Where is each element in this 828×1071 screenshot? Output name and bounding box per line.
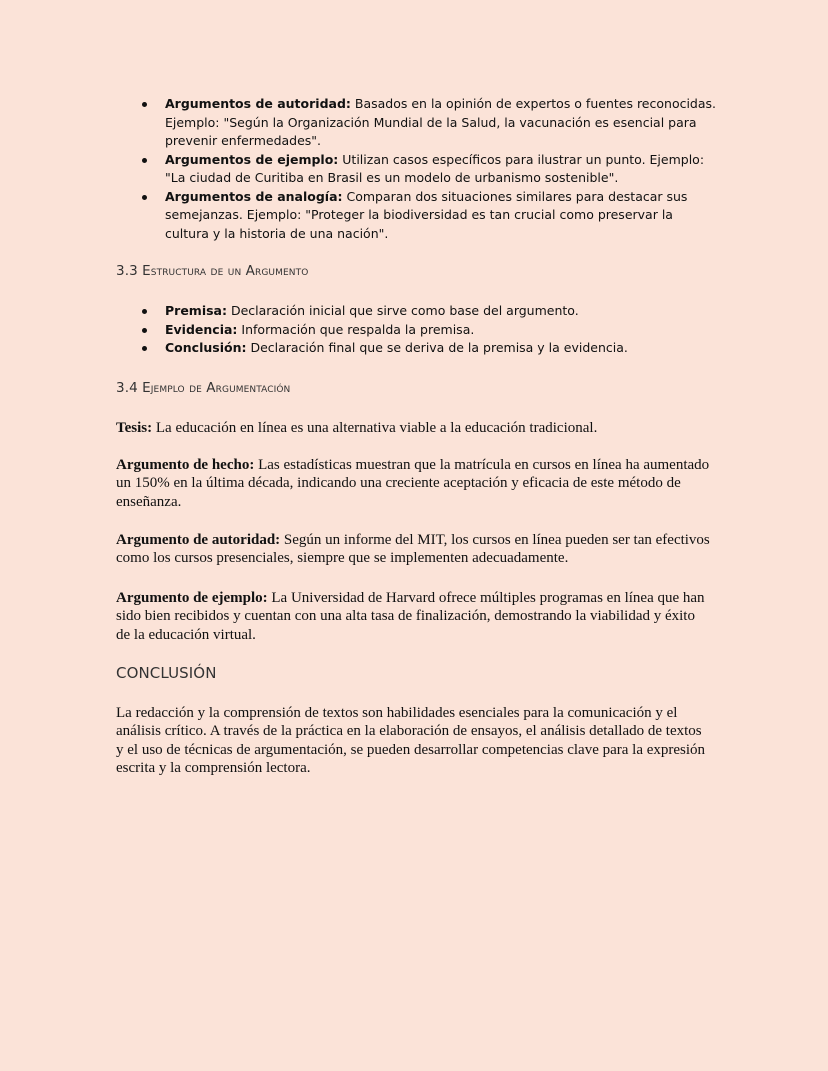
list-item	[116, 95, 716, 151]
bullet-icon	[142, 102, 147, 107]
thesis-paragraph	[116, 419, 711, 437]
argument-structure-list	[116, 302, 716, 358]
conclusion-heading: CONCLUSIÓN	[116, 664, 217, 682]
bullet-icon	[142, 346, 147, 351]
list-item	[116, 188, 716, 244]
list-item-term: Evidencia:	[165, 321, 238, 337]
thesis-text: La educación en línea es una alternativa viable a la educación tradicional.	[152, 420, 598, 436]
bullet-icon	[142, 195, 147, 200]
example-argument-paragraph	[116, 589, 711, 644]
list-item-term: Premisa:	[165, 303, 227, 318]
list-item-text: Declaración final que se deriva de la premisa y la evidencia.	[246, 340, 628, 355]
argument-types-list	[116, 95, 716, 243]
list-item	[116, 151, 716, 188]
list-item-text: Información que respalda la premisa.	[237, 321, 475, 337]
list-item-term: Conclusión:	[165, 340, 247, 355]
bullet-icon	[142, 328, 147, 333]
authority-argument-label: Argumento de autoridad:	[116, 532, 281, 548]
section-heading-3-3: 3.3 Estructura de un Argumento	[116, 263, 309, 279]
list-item-term: Argumentos de autoridad:	[165, 96, 351, 111]
fact-argument-text: Las estadísticas muestran que la matrícula en cursos en línea ha aumentado un 150% en la última década, indicando una creciente aceptación y eficacia de este método de enseñanza.	[116, 457, 710, 510]
list-item	[116, 302, 716, 321]
list-item-term: Argumentos de ejemplo:	[165, 151, 339, 167]
bullet-icon	[142, 309, 147, 314]
list-item-text: Comparan dos situaciones similares para destacar sus semejanzas. Ejemplo: "Proteger la biodiversidad es tan crucial como preservar la cultura y la historia de una nación".	[165, 188, 688, 241]
authority-argument-paragraph	[116, 531, 711, 568]
fact-argument-label: Argumento de hecho:	[116, 457, 255, 473]
list-item	[116, 321, 716, 340]
section-heading-3-4: 3.4 Ejemplo de Argumentación	[116, 380, 291, 396]
authority-argument-text: Según un informe del MIT, los cursos en línea pueden ser tan efectivos como los cursos presenciales, siempre que se implementen adecuadamente.	[116, 532, 710, 567]
conclusion-paragraph: La redacción y la comprensión de textos son habilidades esenciales para la comunicación y el análisis crítico. A través de la práctica en la elaboración de ensayos, el análisis detallado de textos y el uso de técnicas de argumentación, se pueden desarrollar competencias clave para la expresión escrita y la comprensión lectora.	[116, 705, 706, 777]
example-argument-label: Argumento de ejemplo:	[116, 590, 268, 606]
bullet-icon	[142, 158, 147, 163]
list-item-text: Declaración inicial que sirve como base del argumento.	[227, 303, 579, 318]
list-item-text: Basados en la opinión de expertos o fuentes reconocidas. Ejemplo: "Según la Organización Mundial de la Salud, la vacunación es esencial para prevenir enfermedades".	[165, 96, 717, 148]
fact-argument-paragraph	[116, 456, 711, 511]
list-item	[116, 339, 716, 358]
list-item-term: Argumentos de analogía:	[165, 188, 343, 204]
thesis-label: Tesis:	[116, 420, 153, 436]
list-item-text: Utilizan casos específicos para ilustrar un punto. Ejemplo: "La ciudad de Curitiba en Brasil es un modelo de urbanismo sostenible".	[165, 151, 705, 185]
example-argument-text: La Universidad de Harvard ofrece múltiples programas en línea que han sido bien recibidos y cuentan con una alta tasa de finalización, demostrando la viabilidad y éxito de la educación virtual.	[116, 590, 705, 643]
